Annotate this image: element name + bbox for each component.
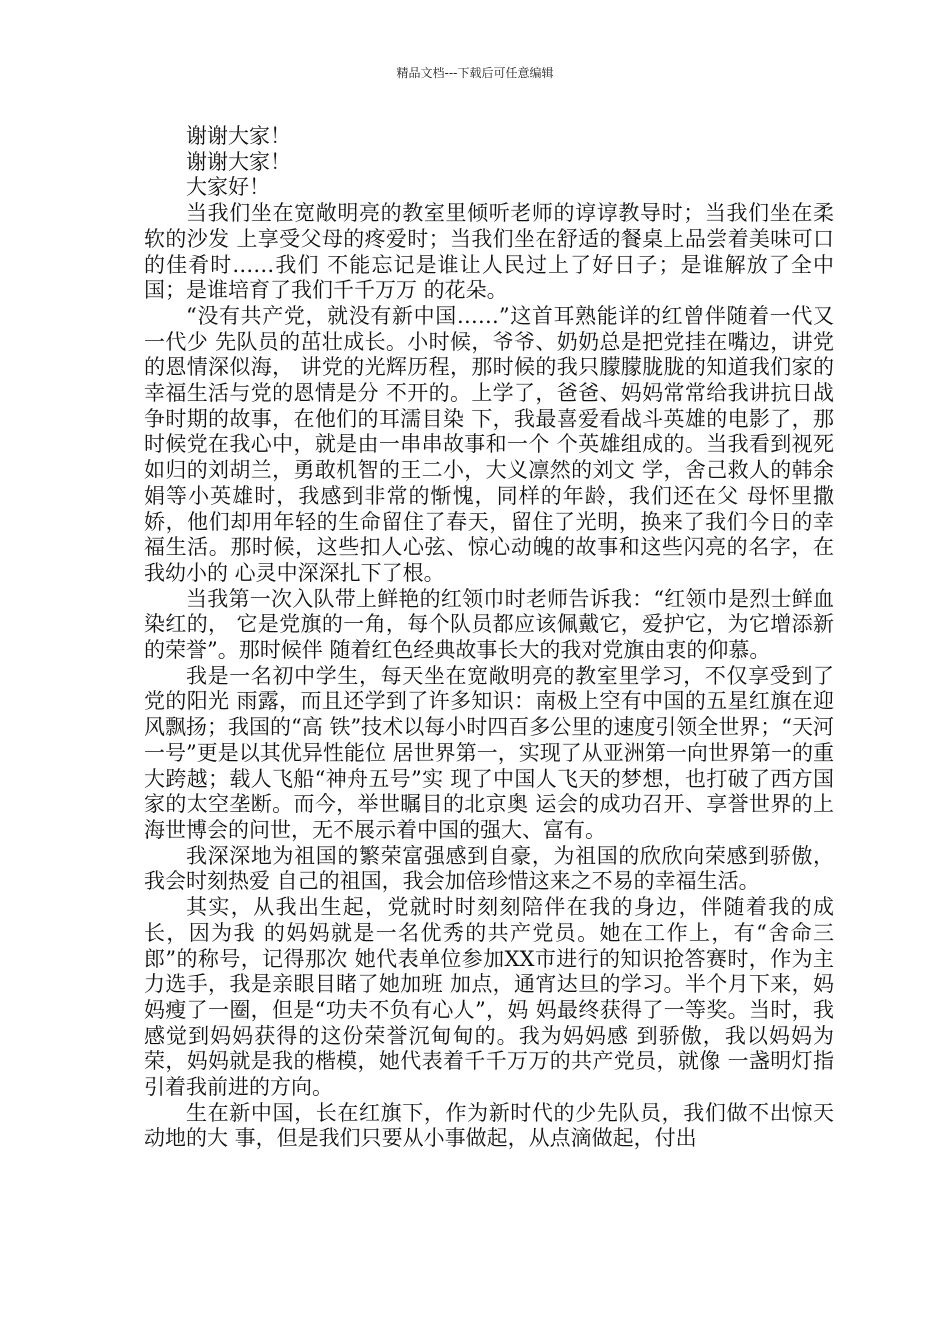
paragraph-3: 当我第一次入队带上鲜艳的红领巾时老师告诉我：“红领巾是烈士鲜血染红的， 它是党旗的一角，每个队员都应该佩戴它，爱护它，为它增添新的荣誉”。那时候伴 随着红色经典故事长大的我对党旗由衷的仰慕。 — [144, 586, 834, 663]
paragraph-6: 其实，从我出生起，党就时时刻刻陪伴在我的身边，伴随着我的成长，因为我 的妈妈就是一名优秀的共产党员。她在工作上，有“舍命三郎”的称号，记得那次 她代表单位参加XX市进行的知识抢答赛时，作为主力选手，我是亲眼目睹了她加班 加点，通宵达旦的学习。半个月下来，妈妈瘦了一圈，但是“功夫不负有心人”，妈 妈最终获得了一等奖。当时，我感觉到妈妈获得的这份荣誉沉甸甸的。我为妈妈感 到骄傲，我以妈妈为荣，妈妈就是我的楷模，她代表着千千万万的共产党员，就像 一盏明灯指引着我前进的方向。 — [144, 895, 834, 1100]
document-body — [144, 124, 834, 1152]
paragraph-5: 我深深地为祖国的繁荣富强感到自豪，为祖国的欣欣向荣感到骄傲，我会时刻热爱 自己的祖国，我会加倍珍惜这来之不易的幸福生活。 — [144, 843, 834, 894]
paragraph-thanks-2: 谢谢大家！ — [186, 149, 291, 174]
page-header-note: 精品文档---下载后可任意编辑 — [396, 66, 554, 80]
paragraph-greeting: 大家好！ — [186, 175, 270, 200]
paragraph-thanks-1: 谢谢大家！ — [186, 124, 291, 148]
paragraph-2: “没有共产党，就没有新中国……”这首耳熟能详的红曾伴随着一代又一代少 先队员的茁壮成长。小时候，爷爷、奶奶总是把党挂在嘴边，讲党的恩情深似海， 讲党的光辉历程，那时候的我只朦朦胧胧的知道我们家的幸福生活与党的恩情是分 不开的。上学了，爸爸、妈妈常常给我讲抗日战争时期的故事，在他们的耳濡目染 下，我最喜爱看战斗英雄的电影了，那时候党在我心中，就是由一串串故事和一个 个英雄组成的。当我看到视死如归的刘胡兰，勇敢机智的王二小，大义凛然的刘文 学，舍己救人的韩余娟等小英雄时，我感到非常的惭愧，同样的年龄，我们还在父 母怀里撒娇，他们却用年轻的生命留住了春天，留住了光明，换来了我们今日的幸 福生活。那时候，这些扣人心弦、惊心动魄的故事和这些闪亮的名字，在我幼小的 心灵中深深扎下了根。 — [144, 303, 834, 585]
paragraph-4: 我是一名初中学生，每天坐在宽敞明亮的教室里学习，不仅享受到了党的阳光 雨露，而且还学到了许多知识：南极上空有中国的五星红旗在迎风飘扬；我国的“高 铁”技术以每小时四百多公里的速度引领全世界；“天河一号”更是以其优异性能位 居世界第一，实现了从亚洲第一向世界第一的重大跨越；载人飞船“神舟五号”实 现了中国人飞天的梦想，也打破了西方国家的太空垄断。而今，举世瞩目的北京奥 运会的成功召开、享誉世界的上海世博会的问世，无不展示着中国的强大、富有。 — [144, 663, 834, 842]
paragraph-1: 当我们坐在宽敞明亮的教室里倾听老师的谆谆教导时；当我们坐在柔软的沙发 上享受父母的疼爱时；当我们坐在舒适的餐桌上品尝着美味可口的佳肴时……我们 不能忘记是谁让人民过上了好日子；是谁解放了全中国；是谁培育了我们千千万万 的花朵。 — [144, 201, 834, 303]
paragraph-7: 生在新中国，长在红旗下，作为新时代的少先队员，我们做不出惊天动地的大 事，但是我们只要从小事做起，从点滴做起，付出 — [144, 1100, 834, 1151]
